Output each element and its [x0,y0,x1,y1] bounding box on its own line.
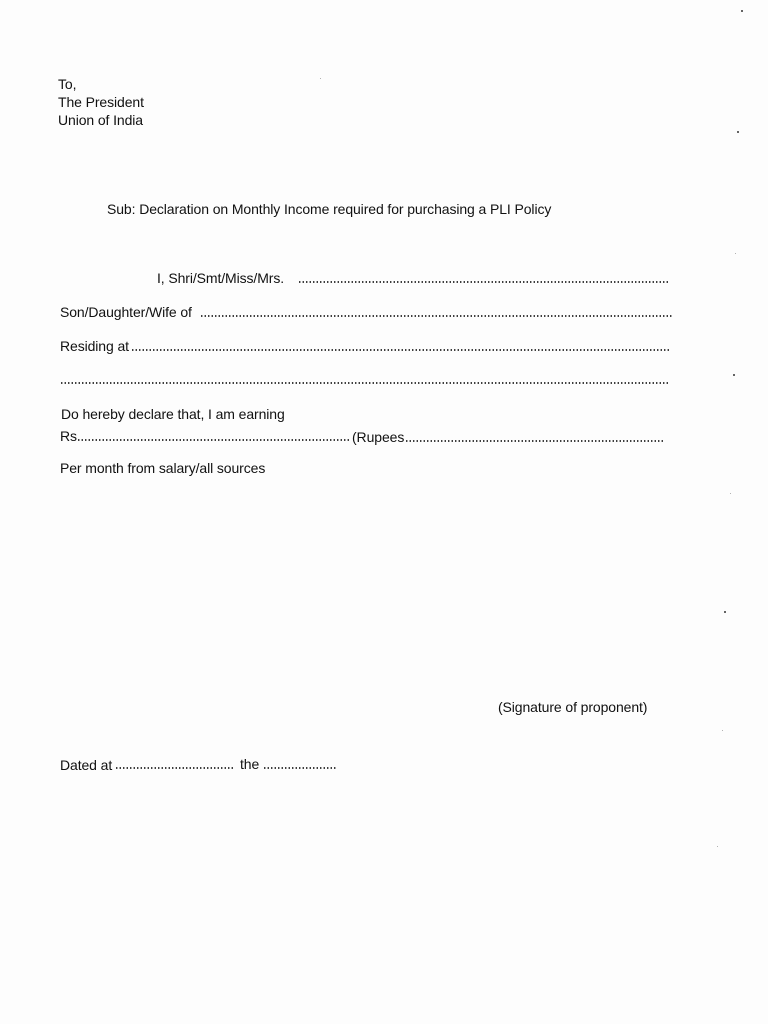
scan-speck [735,253,736,254]
scan-speck [722,730,723,731]
signature-label: (Signature of proponent) [498,699,648,715]
rupees-words-blank[interactable] [405,439,665,443]
the-label: the [240,756,260,772]
rs-amount-blank[interactable] [77,438,351,442]
dated-place-blank[interactable] [115,766,235,770]
scan-speck [730,493,731,494]
name-blank[interactable] [298,280,670,284]
scan-speck [733,374,735,376]
residence-label: Residing at [60,338,129,354]
residence-blank[interactable] [131,348,671,352]
addressee-line-2: Union of India [58,112,143,128]
rupees-label: (Rupees [352,429,405,445]
rs-label: Rs [60,428,77,444]
per-month-text: Per month from salary/all sources [60,460,266,476]
dated-date-blank[interactable] [263,766,337,770]
scan-speck [737,131,739,133]
name-label: I, Shri/Smt/Miss/Mrs. [157,270,285,286]
scan-speck [724,611,726,613]
addressee-line-1: The President [58,94,144,110]
scan-speck [717,846,718,847]
relation-label: Son/Daughter/Wife of [60,304,192,320]
dated-label: Dated at [60,757,113,773]
salutation-to: To, [58,76,77,92]
scan-speck [320,78,321,79]
subject-line: Sub: Declaration on Monthly Income required for purchasing a PLI Policy [107,201,552,217]
residence-blank-continued[interactable] [60,381,670,385]
relation-blank[interactable] [200,314,672,318]
scan-speck [741,10,743,12]
declare-text: Do hereby declare that, I am earning [61,406,285,422]
